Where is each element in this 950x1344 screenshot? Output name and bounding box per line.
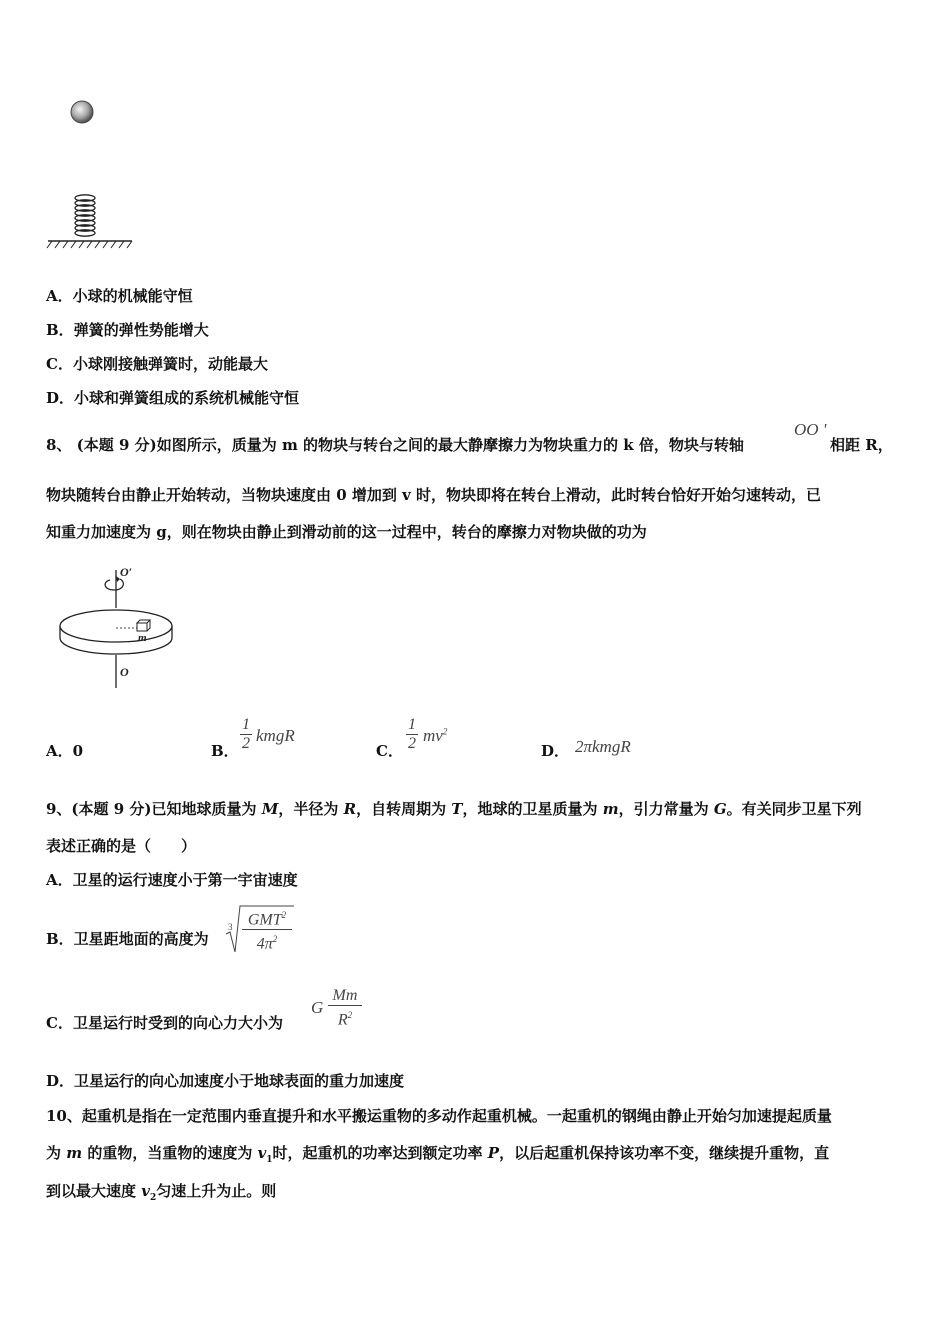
q7-option-c: C．小球刚接触弹簧时，动能最大: [46, 355, 268, 373]
q8-stem-line3: 知重力加速度为 g，则在物块由静止到滑动前的这一过程中，转台的摩擦力对物块做的功为: [46, 523, 647, 541]
q9-option-c-fraction: Mm $R^2$: [328, 987, 362, 1029]
q8-stem-line2: 物块随转台由静止开始转动，当物块速度由 0 增加到 v 时，物块即将在转台上滑动，此时转台恰好开始匀速转动，已: [46, 486, 822, 504]
q8-option-c-fraction: 1 2: [408, 716, 416, 752]
q8-axis-symbol: OO ': [794, 420, 827, 439]
ball: [71, 101, 93, 123]
ball-spring-figure: [40, 95, 140, 255]
q10-stem-line2: 为 m 的重物，当重物的速度为 $v_1$时，起重机的功率达到额定功率 P，以后起重机保持该功率不变，继续提升重物，直: [46, 1144, 830, 1165]
q8-option-c-expr: $mv^2$: [423, 726, 448, 745]
q9-stem-line2: 表述正确的是（ ）: [46, 837, 197, 855]
q9-option-c: C．卫星运行时受到的向心力大小为: [46, 1014, 283, 1032]
q8-option-c-label: C．: [376, 742, 403, 760]
q8-stem-line1-end: 相距 R，: [830, 436, 893, 454]
q8-option-a: A．0: [46, 742, 84, 760]
q9-option-b: B．卫星距地面的高度为: [46, 930, 209, 948]
ground-hatch: [47, 241, 132, 248]
q7-option-d: D．小球和弹簧组成的系统机械能守恒: [46, 389, 300, 407]
label-o-prime: O′: [120, 565, 133, 579]
q9-option-c-G: G: [311, 998, 324, 1017]
q9-option-d: D．卫星运行的向心加速度小于地球表面的重力加速度: [46, 1072, 405, 1090]
q10-stem-line3: 到以最大速度 $v_2$匀速上升为止。则: [46, 1182, 277, 1203]
q10-stem-line1: 10、起重机是指在一定范围内垂直提升和水平搬运重物的多动作起重机械。一起重机的钢绳由静止开始匀加速提起质量: [46, 1107, 832, 1125]
rotation-arrow-icon: [105, 579, 123, 590]
q9-stem-line1: 9、(本题 9 分)已知地球质量为 M，半径为 R，自转周期为 T，地球的卫星质量为 m，引力常量为 G。有关同步卫星下列: [46, 800, 862, 818]
q7-option-a: A．小球的机械能守恒: [46, 287, 193, 305]
svg-text:3: 3: [228, 922, 233, 932]
turntable-figure: [50, 562, 180, 697]
q8-option-d-label: D．: [541, 742, 570, 760]
spring: [75, 195, 95, 236]
q9-option-a: A．卫星的运行速度小于第一宇宙速度: [46, 871, 298, 889]
q8-stem-line1: 8、 (本题 9 分)如图所示，质量为 m 的物块与转台之间的最大静摩擦力为物块重力的 k 倍，物块与转轴: [46, 436, 744, 454]
label-m: m: [138, 632, 147, 644]
q8-option-d-expr: 2πkmgR: [575, 737, 631, 756]
q8-option-b-expr: kmgR: [256, 726, 295, 745]
q8-option-b-label: B．: [211, 742, 239, 760]
q7-option-b: B．弹簧的弹性势能增大: [46, 321, 209, 339]
q9-option-b-fraction: GMT$^2$ $4\pi^2$: [242, 906, 292, 954]
label-o: O: [120, 665, 129, 679]
disk-top: [60, 610, 172, 642]
q8-option-b-fraction: 1 2: [242, 716, 250, 752]
